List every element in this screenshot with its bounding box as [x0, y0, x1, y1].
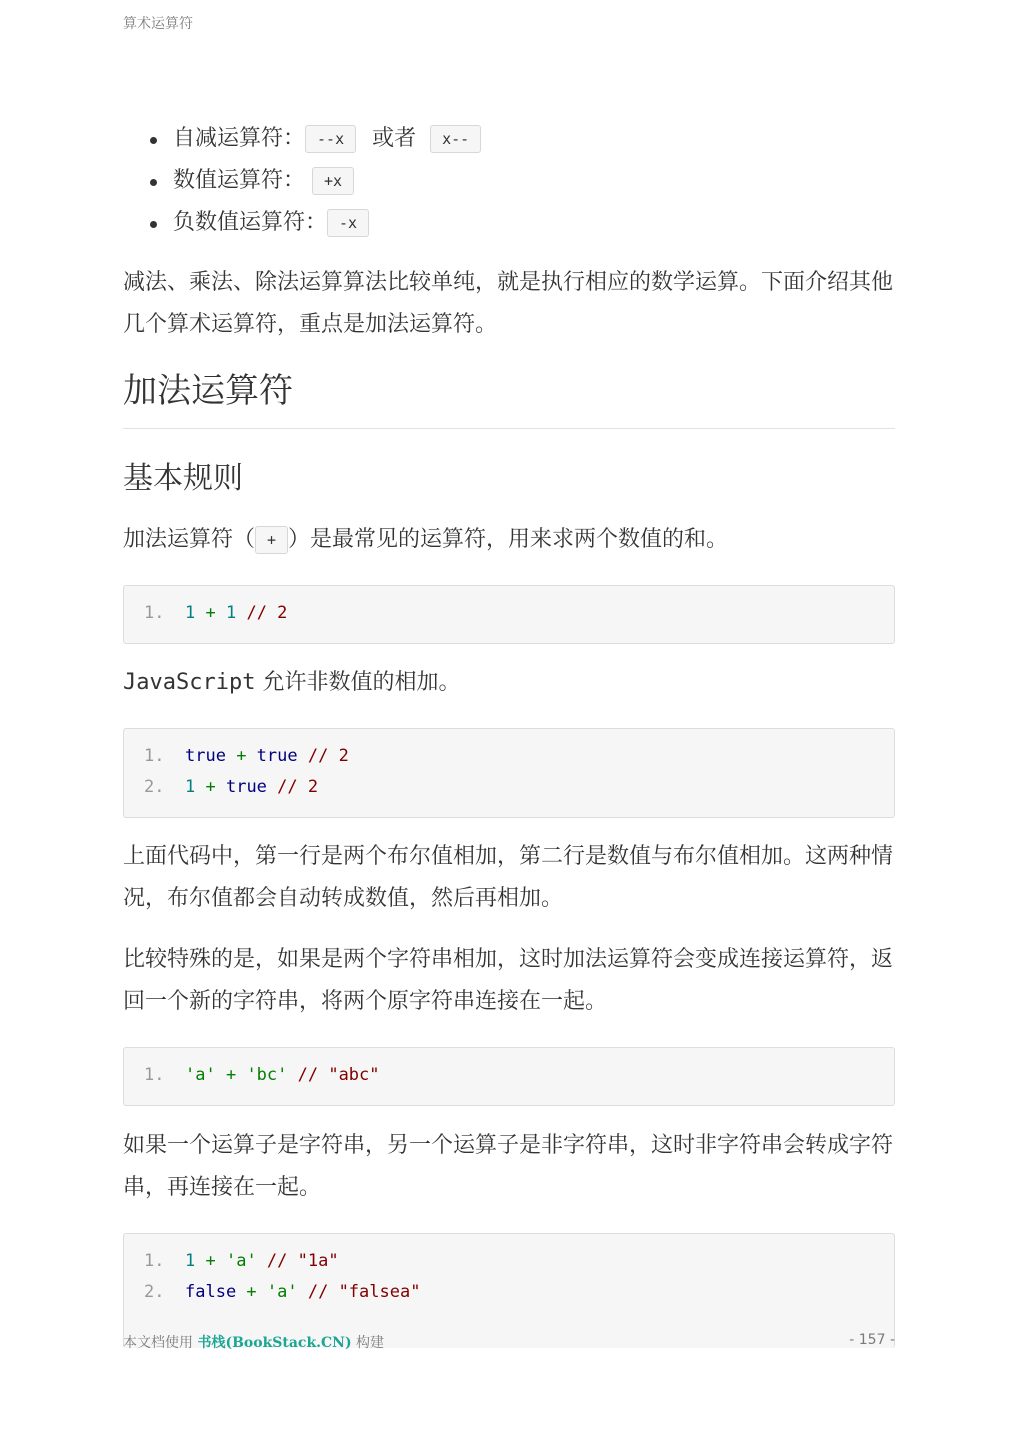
code-token: +: [225, 746, 257, 766]
line-number: 1.: [144, 1065, 165, 1085]
inline-code: x--: [430, 125, 481, 153]
code-token: // 2: [297, 746, 349, 766]
code-line: [144, 599, 894, 630]
operator-list: [123, 118, 895, 244]
code-token: +: [236, 1282, 267, 1302]
paragraph-text: 允许非数值的相加。: [255, 670, 461, 695]
code-token: true: [225, 777, 267, 797]
page-footer: [123, 1332, 895, 1352]
code-token: +: [195, 777, 226, 797]
list-item-label: 自减运算符：: [173, 126, 306, 151]
code-block: [123, 1047, 895, 1106]
code-token: true: [185, 746, 226, 766]
code-token: // 2: [236, 603, 288, 623]
line-number: 2.: [144, 777, 165, 797]
code-token: // "abc": [287, 1065, 380, 1085]
code-token: // 2: [266, 777, 319, 797]
subsection-heading: 基本规则: [123, 461, 243, 496]
inline-code: +x: [312, 167, 354, 195]
list-item: [173, 160, 895, 202]
list-item: [173, 202, 895, 244]
page-header-title: 算术运算符: [123, 16, 193, 32]
list-item: [173, 118, 895, 160]
code-token: +: [195, 603, 226, 623]
document-body: [123, 118, 895, 1348]
intro-paragraph: 减法、乘法、除法运算算法比较单纯，就是执行相应的数学运算。下面介绍其他几个算术运算符，重点是加法运算符。: [123, 270, 894, 337]
paragraph: 比较特殊的是，如果是两个字符串相加，这时加法运算符会变成连接运算符，返回一个新的字符串，将两个原字符串连接在一起。: [123, 947, 894, 1014]
paragraph-code-word: JavaScript: [123, 670, 256, 695]
code-token: // "falsea": [297, 1282, 421, 1302]
code-token: true: [256, 746, 298, 766]
code-token: 1: [185, 777, 196, 797]
code-token: +: [195, 1251, 226, 1271]
code-token: 'bc': [246, 1065, 288, 1085]
code-line: [144, 1061, 894, 1092]
code-token: // "1a": [256, 1251, 339, 1271]
code-line: [144, 1247, 894, 1278]
paragraph: 如果一个运算子是字符串，另一个运算子是非字符串，这时非字符串会转成字符串，再连接在一起。: [123, 1133, 894, 1200]
code-block: [123, 728, 895, 818]
inline-code: -x: [327, 209, 369, 237]
line-number: 1.: [144, 603, 165, 623]
line-number: 2.: [144, 1282, 165, 1302]
code-token: false: [185, 1282, 237, 1302]
code-token: 1: [225, 603, 237, 623]
list-item-connector: 或者: [372, 126, 417, 151]
footer-brand-link[interactable]: 书栈(BookStack.CN): [197, 1335, 352, 1351]
paragraph: [123, 662, 895, 704]
code-token: 1: [185, 603, 196, 623]
footer-prefix: 本文档使用: [123, 1335, 198, 1351]
code-token: 1: [185, 1251, 196, 1271]
code-line: [144, 773, 894, 804]
code-token: 'a': [185, 1065, 216, 1085]
code-line: [144, 1278, 894, 1309]
section-heading: 加法运算符: [123, 368, 895, 429]
code-block: [123, 1233, 895, 1348]
paragraph-text: ）是最常见的运算符，用来求两个数值的和。: [288, 527, 729, 552]
paragraph: 上面代码中，第一行是两个布尔值相加，第二行是数值与布尔值相加。这两种情况，布尔值都会自动转成数值，然后再相加。: [123, 844, 894, 911]
paragraph-text: 加法运算符（: [123, 527, 256, 552]
inline-code: --x: [305, 125, 356, 153]
code-token: +: [215, 1065, 247, 1085]
list-item-label: 数值运算符：: [173, 168, 306, 193]
line-number: 1.: [144, 746, 165, 766]
line-number: 1.: [144, 1251, 165, 1271]
page-number: - 157 -: [849, 1332, 895, 1348]
code-token: 'a': [225, 1251, 257, 1271]
list-item-label: 负数值运算符：: [173, 210, 328, 235]
footer-suffix: 构建: [351, 1335, 385, 1351]
code-block: [123, 585, 895, 644]
paragraph: [123, 519, 895, 561]
code-token: 'a': [266, 1282, 298, 1302]
inline-code: +: [255, 526, 288, 554]
code-line: [144, 742, 894, 773]
